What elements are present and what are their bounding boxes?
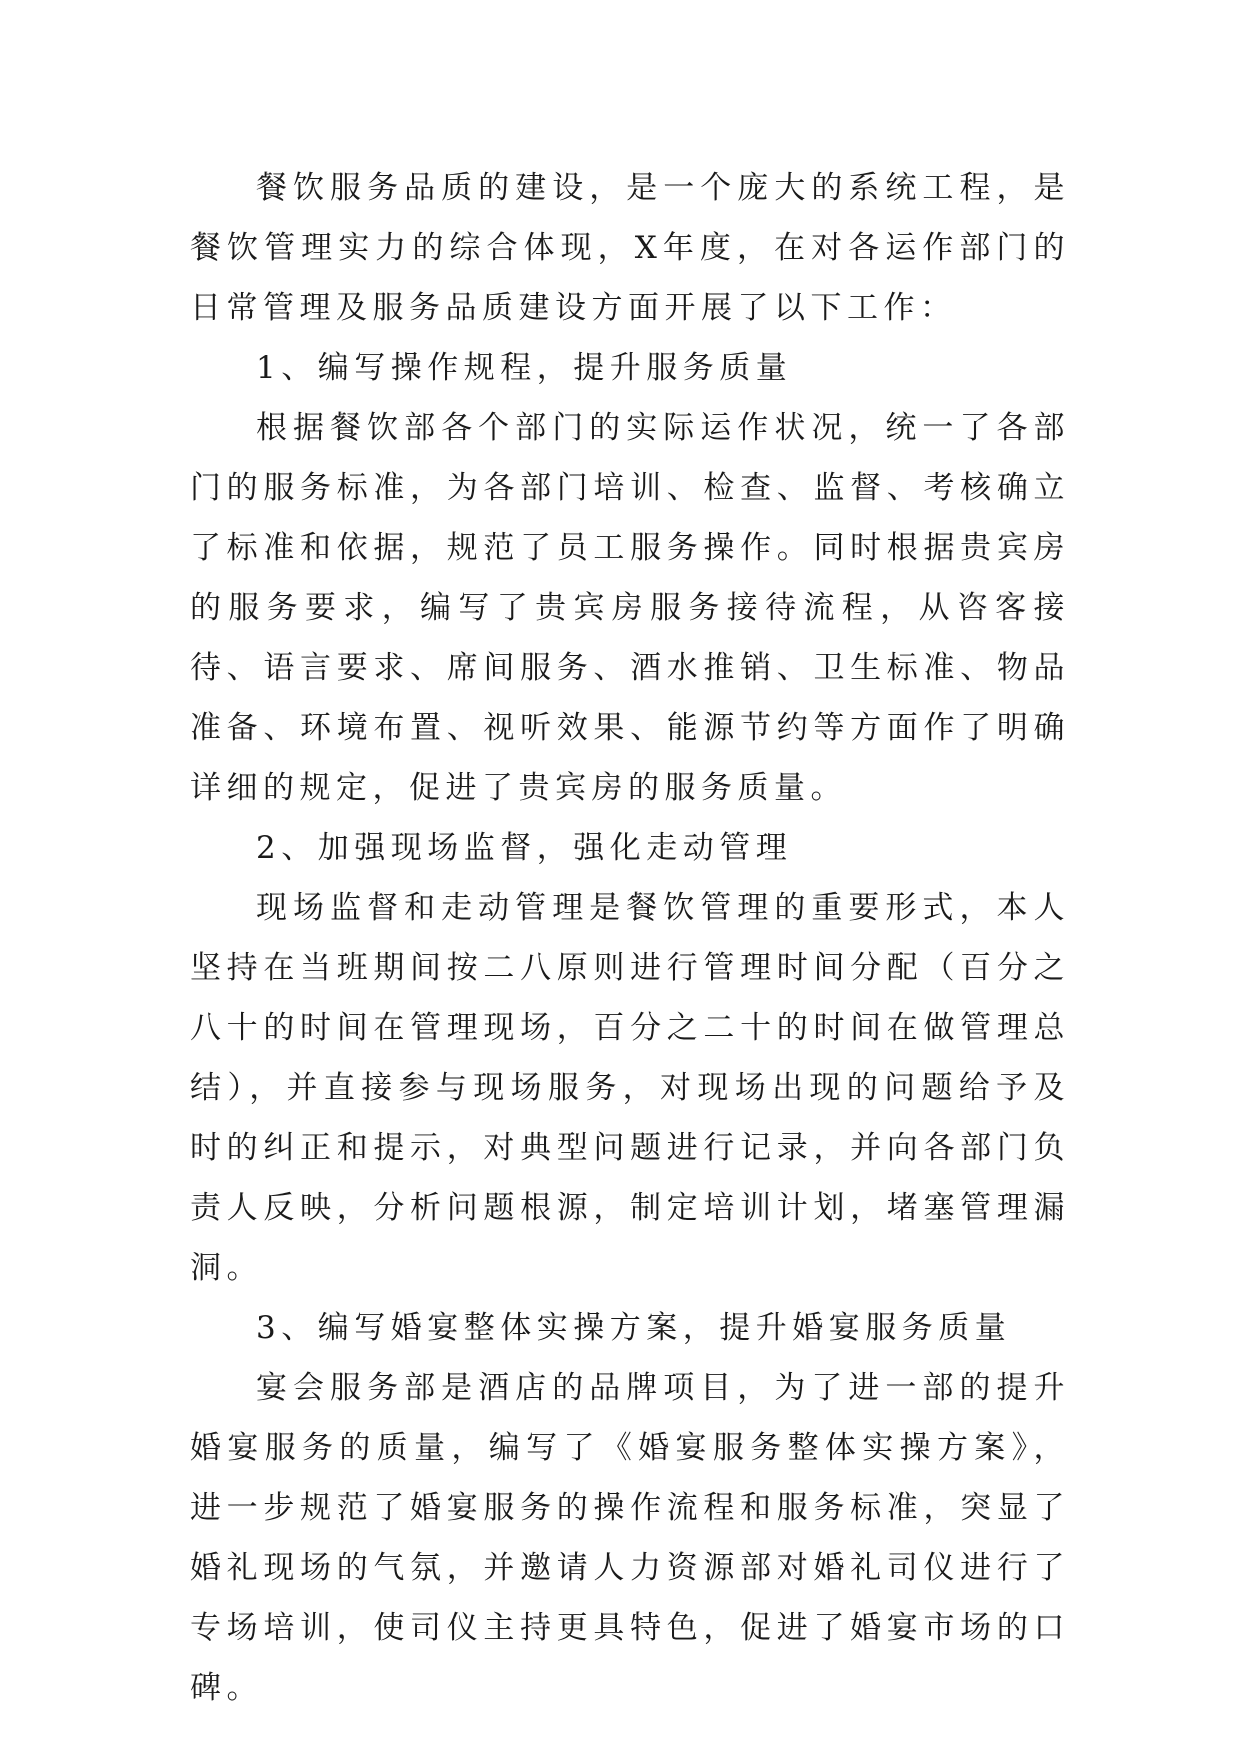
paragraph-intro: 餐饮服务品质的建设，是一个庞大的系统工程，是餐饮管理实力的综合体现，X年度，在对各运作部门的日常管理及服务品质建设方面开展了以下工作： bbox=[190, 170, 1070, 326]
heading-section-1: 1、编写操作规程，提升服务质量 bbox=[256, 350, 793, 386]
paragraph-section-1: 根据餐饮部各个部门的实际运作状况，统一了各部门的服务标准，为各部门培训、检查、监督、考核确立了标准和依据，规范了员工服务操作。同时根据贵宾房的服务要求，编写了贵宾房服务接待流程，从咨客接待、语言要求、席间服务、酒水推销、卫生标准、物品准备、环境布置、视听效果、能源节约等方面作了明确详细的规定，促进了贵宾房的服务质量。 bbox=[190, 410, 1070, 806]
heading-section-3: 3、编写婚宴整体实操方案，提升婚宴服务质量 bbox=[256, 1310, 1012, 1346]
document-body bbox=[190, 158, 1070, 1718]
paragraph-section-2: 现场监督和走动管理是餐饮管理的重要形式，本人坚持在当班期间按二八原则进行管理时间分配（百分之八十的时间在管理现场，百分之二十的时间在做管理总结），并直接参与现场服务，对现场出现的问题给予及时的纠正和提示，对典型问题进行记录，并向各部门负责人反映，分析问题根源，制定培训计划，堵塞管理漏洞。 bbox=[190, 890, 1070, 1286]
heading-section-2: 2、加强现场监督，强化走动管理 bbox=[256, 830, 793, 866]
paragraph-section-3: 宴会服务部是酒店的品牌项目，为了进一部的提升婚宴服务的质量，编写了《婚宴服务整体实操方案》，进一步规范了婚宴服务的操作流程和服务标准，突显了婚礼现场的气氛，并邀请人力资源部对婚礼司仪进行了专场培训，使司仪主持更具特色，促进了婚宴市场的口碑。 bbox=[190, 1370, 1070, 1706]
